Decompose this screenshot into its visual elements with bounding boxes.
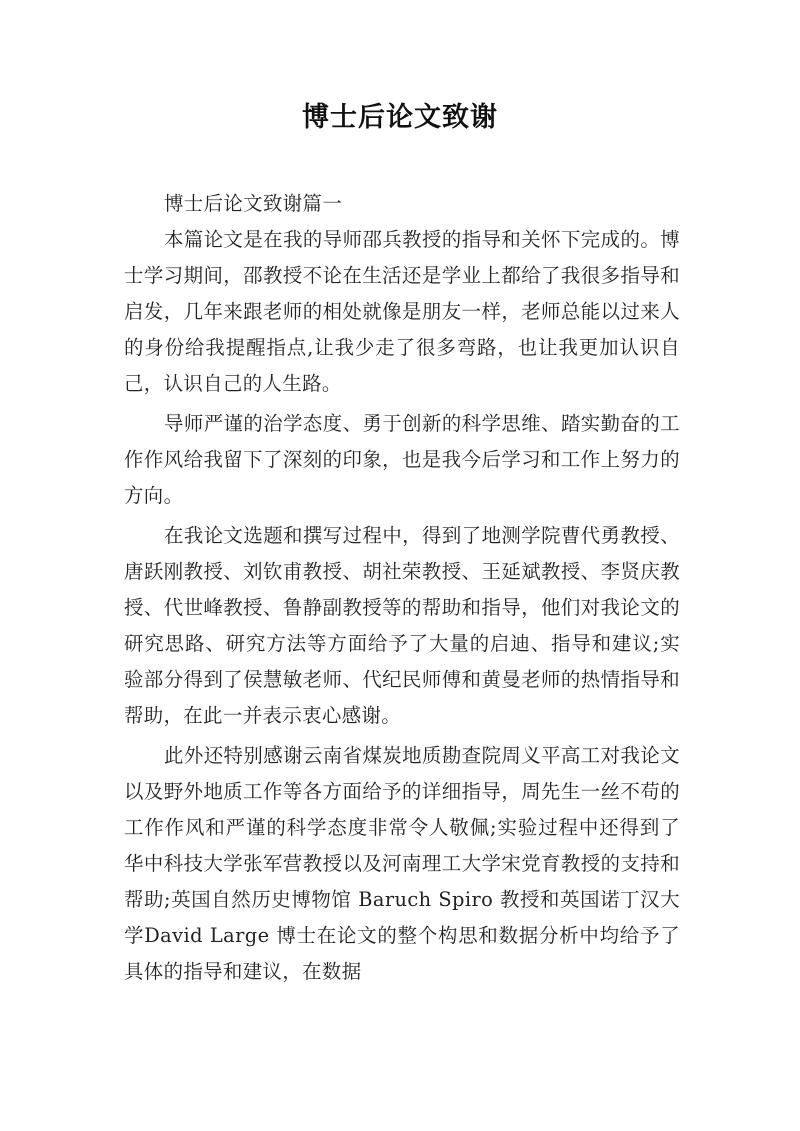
paragraph-3: 在我论文选题和撰写过程中，得到了地测学院曹代勇教授、唐跃刚教授、刘钦甫教授、胡社荣教授、王延斌教授、李贤庆教授、代世峰教授、鲁静副教授等的帮助和指导，他们对我论文的研究思路、研究方法等方面给予了大量的启迪、指导和建议;实验部分得到了侯慧敏老师、代纪民师傅和黄曼老师的热情指导和帮助，在此一并表示衷心感谢。	[124, 524, 680, 727]
section-heading: 博士后论文致谢篇一	[164, 192, 343, 215]
paragraph-4: 此外还特别感谢云南省煤炭地质勘查院周义平高工对我论文以及野外地质工作等各方面给予的详细指导，周先生一丝不苟的工作作风和严谨的科学态度非常令人敬佩;实验过程中还得到了华中科技大学张军营教授以及河南理工大学宋党育教授的支持和帮助;英国自然历史博物馆 Baruch Spiro 教授和英国诺丁汉大学David Large 博士在论文的整个构思和数据分析中均给予了具体的指导和建议，在数据	[124, 744, 680, 983]
document-body	[124, 186, 680, 994]
paragraph-2: 导师严谨的治学态度、勇于创新的科学思维、踏实勤奋的工作作风给我留下了深刻的印象，也是我今后学习和工作上努力的方向。	[124, 412, 680, 507]
page-title: 博士后论文致谢	[302, 102, 498, 133]
paragraph-1: 本篇论文是在我的导师邵兵教授的指导和关怀下完成的。博士学习期间，邵教授不论在生活还是学业上都给了我很多指导和启发，几年来跟老师的相处就像是朋友一样，老师总能以过来人的身份给我提醒指点,让我少走了很多弯路，也让我更加认识自己，认识自己的人生路。	[124, 228, 680, 395]
